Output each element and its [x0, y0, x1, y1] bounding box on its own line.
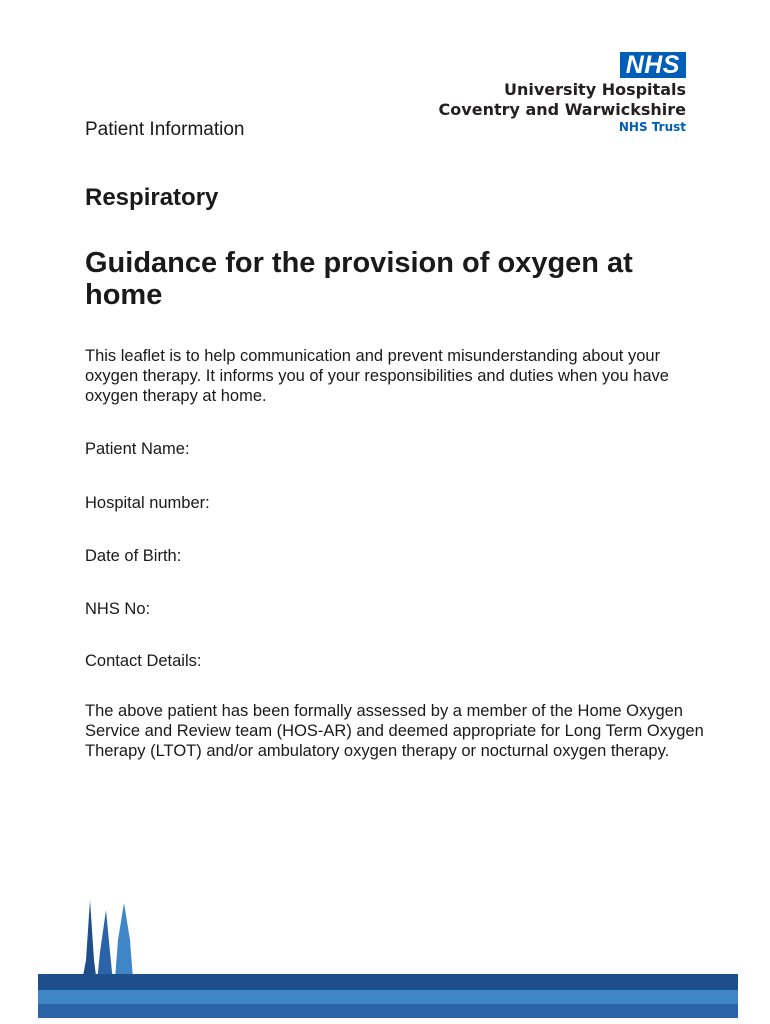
org-name-line2: Coventry and Warwickshire [438, 100, 686, 119]
footer-band-mid [38, 1004, 738, 1018]
org-name-line1: University Hospitals [504, 80, 686, 99]
section-label: Patient Information [85, 119, 245, 140]
hospital-number-field: Hospital number: [85, 494, 210, 512]
intro-paragraph: This leaflet is to help communication and prevent misunderstanding about your oxygen therapy. It informs you of your responsibilities and duties when you have oxygen therapy at home. [85, 347, 669, 405]
nhs-logo [439, 52, 686, 135]
footer-wave-decoration [0, 900, 770, 1024]
contact-details-field: Contact Details: [85, 652, 202, 670]
department-heading: Respiratory [85, 184, 219, 211]
nhs-number-field: NHS No: [85, 600, 151, 618]
assessment-paragraph: The above patient has been formally assessed by a member of the Home Oxygen Service and Review team (HOS-AR) and deemed appropriate for Long Term Oxygen Therapy (LTOT) and/or ambulatory oxygen therapy or nocturnal oxygen therapy. [85, 702, 704, 760]
trust-label: NHS Trust [618, 120, 686, 134]
patient-name-field: Patient Name: [85, 440, 190, 458]
nhs-badge: NHS [620, 52, 686, 78]
date-of-birth-field: Date of Birth: [85, 547, 182, 565]
document-title: Guidance for the provision of oxygen at home [85, 247, 633, 311]
